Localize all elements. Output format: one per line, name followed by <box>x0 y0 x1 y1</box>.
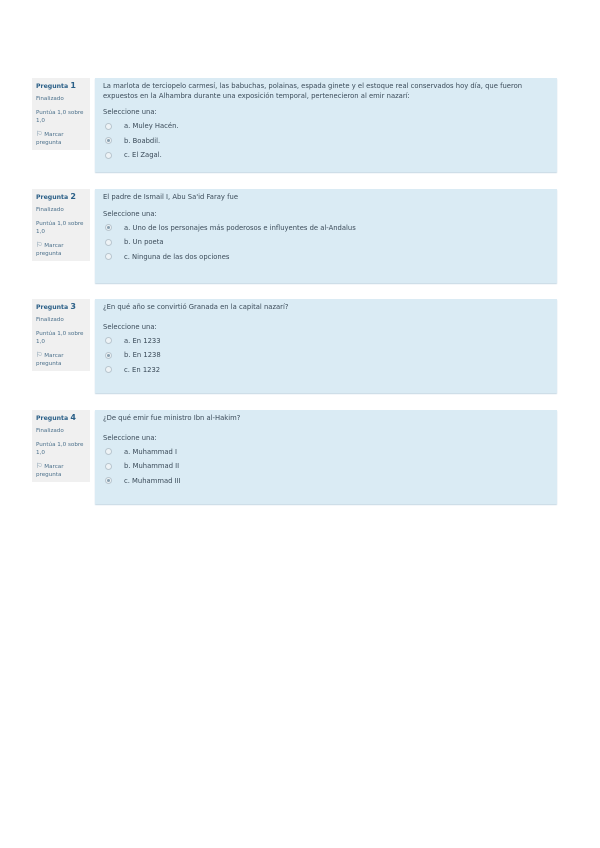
question-text: ¿De qué emir fue ministro Ibn al-Hakim? <box>103 414 241 422</box>
question-text: ¿En qué año se convirtió Granada en la capital nazarí? <box>103 303 289 311</box>
flag-icon: ⚐ <box>36 351 43 359</box>
question-text: La marlota de terciopelo carmesí, las babuchas, polainas, espada ginete y el estoque real conservados hoy día, que fueron expuestos en la Alhambra durante una exposición temporal, pertenecieron al emir nazarí: <box>103 82 523 100</box>
flag-question-link[interactable] <box>36 462 88 479</box>
flag-question-link[interactable] <box>36 351 88 368</box>
question-content <box>95 410 557 504</box>
question-number: 2 <box>70 192 76 201</box>
option-label: c. El Zagal. <box>124 151 162 160</box>
question-2 <box>32 189 557 283</box>
radio-button-selected[interactable] <box>105 477 112 484</box>
flag-question-link[interactable] <box>36 130 88 147</box>
option-label: b. Muhammad II <box>124 462 180 471</box>
question-label: Pregunta <box>36 415 69 422</box>
answer-option-a[interactable] <box>103 221 551 236</box>
question-label: Pregunta <box>36 194 69 201</box>
question-heading <box>36 414 88 423</box>
radio-button-selected[interactable] <box>105 352 112 359</box>
question-grade: Puntúa 1,0 sobre 1,0 <box>36 110 84 124</box>
question-number: 1 <box>70 81 76 90</box>
question-number: 3 <box>70 302 76 311</box>
answer-prompt: Seleccione una: <box>103 209 157 218</box>
radio-button[interactable] <box>105 239 112 246</box>
answer-option-a[interactable] <box>103 445 551 460</box>
question-info <box>32 410 90 482</box>
question-heading <box>36 82 88 91</box>
option-label: b. Boabdil. <box>124 136 161 145</box>
answer-options <box>103 119 551 163</box>
question-content <box>95 189 557 283</box>
question-grade: Puntúa 1,0 sobre 1,0 <box>36 221 84 235</box>
answer-prompt: Seleccione una: <box>103 108 157 116</box>
answer-options <box>103 221 551 265</box>
radio-button[interactable] <box>105 253 112 260</box>
answer-option-c[interactable] <box>103 148 551 163</box>
answer-option-c[interactable] <box>103 363 551 378</box>
option-label: a. Uno de los personajes más poderosos e influyentes de al-Andalus <box>124 223 356 232</box>
option-label: c. Ninguna de las dos opciones <box>124 252 230 261</box>
radio-button-selected[interactable] <box>105 137 112 144</box>
question-state: Finalizado <box>36 207 64 213</box>
question-grade: Puntúa 1,0 sobre 1,0 <box>36 442 84 456</box>
answer-option-b[interactable] <box>103 134 551 149</box>
radio-button[interactable] <box>105 448 112 455</box>
option-label: c. En 1232 <box>124 365 161 374</box>
question-1 <box>32 78 557 172</box>
question-number: 4 <box>70 413 76 422</box>
question-state: Finalizado <box>36 428 64 434</box>
question-grade: Puntúa 1,0 sobre 1,0 <box>36 331 84 345</box>
option-label: c. Muhammad III <box>124 476 181 485</box>
question-content <box>95 78 557 172</box>
flag-label: Marcar pregunta <box>36 353 64 367</box>
question-text: El padre de Ismail I, Abu Sa'id Faray fue <box>103 193 238 201</box>
question-heading <box>36 303 88 312</box>
option-label: b. Un poeta <box>124 238 164 247</box>
answer-options <box>103 334 551 378</box>
radio-button[interactable] <box>105 123 112 130</box>
flag-icon: ⚐ <box>36 130 43 138</box>
question-state: Finalizado <box>36 96 64 102</box>
flag-question-link[interactable] <box>36 241 88 258</box>
radio-button[interactable] <box>105 463 112 470</box>
flag-icon: ⚐ <box>36 462 43 470</box>
question-heading <box>36 193 88 202</box>
answer-prompt: Seleccione una: <box>103 433 157 442</box>
question-3 <box>32 299 557 393</box>
answer-option-c[interactable] <box>103 250 551 265</box>
answer-prompt: Seleccione una: <box>103 322 157 331</box>
flag-label: Marcar pregunta <box>36 132 64 146</box>
answer-option-a[interactable] <box>103 119 551 134</box>
question-info <box>32 189 90 261</box>
question-info <box>32 299 90 371</box>
answer-option-b[interactable] <box>103 459 551 474</box>
radio-button-selected[interactable] <box>105 224 112 231</box>
question-content <box>95 299 557 393</box>
flag-label: Marcar pregunta <box>36 464 64 478</box>
option-label: a. En 1233 <box>124 336 161 345</box>
question-label: Pregunta <box>36 304 69 311</box>
option-label: a. Muley Hacén. <box>124 122 179 131</box>
radio-button[interactable] <box>105 337 112 344</box>
option-label: b. En 1238 <box>124 351 161 360</box>
question-state: Finalizado <box>36 317 64 323</box>
flag-label: Marcar pregunta <box>36 243 64 257</box>
answer-option-c[interactable] <box>103 474 551 489</box>
option-label: a. Muhammad I <box>124 447 178 456</box>
answer-option-a[interactable] <box>103 334 551 349</box>
answer-options <box>103 445 551 489</box>
radio-button[interactable] <box>105 152 112 159</box>
answer-option-b[interactable] <box>103 348 551 363</box>
answer-option-b[interactable] <box>103 235 551 250</box>
question-4 <box>32 410 557 504</box>
question-label: Pregunta <box>36 83 69 90</box>
radio-button[interactable] <box>105 366 112 373</box>
flag-icon: ⚐ <box>36 241 43 249</box>
question-info <box>32 78 90 150</box>
